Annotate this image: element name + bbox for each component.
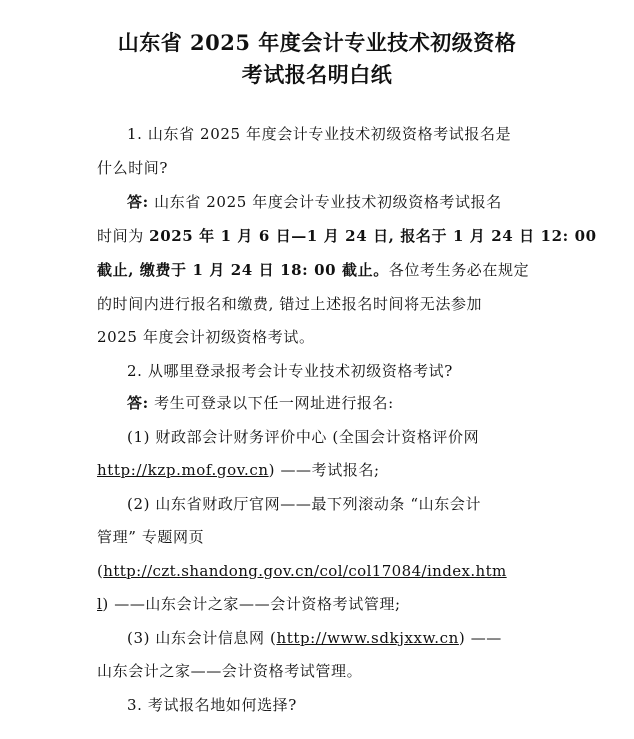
item-2-line-2: 管理” 专题网页 bbox=[97, 528, 205, 546]
answer-1-line-2 bbox=[97, 226, 597, 246]
answer-2-line bbox=[127, 393, 547, 413]
item-3-line-1 bbox=[127, 628, 547, 648]
item-2-line-1: (2) 山东省财政厅官网——最下列滚动条 “山东会计 bbox=[127, 495, 482, 513]
item-3-line-2: 山东会计之家——会计资格考试管理。 bbox=[97, 662, 363, 680]
answer-1-dates: 2025 年 1 月 6 日—1 月 24 日, 报名于 1 月 24 日 12: 00 bbox=[149, 227, 597, 245]
answer-1-line-4: 的时间内进行报名和缴费, 错过上述报名时间将无法参加 bbox=[97, 295, 483, 313]
answer-1-time-prefix: 时间为 bbox=[97, 227, 150, 245]
item-2-open-paren: ( bbox=[97, 562, 104, 580]
answer-1-line-3 bbox=[97, 260, 547, 280]
question-1-line-2: 什么时间? bbox=[97, 159, 169, 177]
item-1-line-1: (1) 财政部会计财务评价中心 (全国会计资格评价网 bbox=[127, 428, 480, 446]
answer-1-text: 山东省 2025 年度会计专业技术初级资格考试报名 bbox=[154, 193, 502, 211]
item-2-suffix: ) ——山东会计之家——会计资格考试管理; bbox=[102, 595, 401, 613]
answer-1-notice: 各位考生务必在规定 bbox=[388, 261, 530, 279]
link-czt-shandong[interactable]: http://czt.shandong.gov.cn/col/col17084/index.htm bbox=[103, 562, 507, 580]
link-czt-shandong-end[interactable]: l bbox=[97, 595, 103, 613]
link-sdkjxxw[interactable]: http://www.sdkjxxw.cn bbox=[276, 629, 459, 647]
answer-1-line-1 bbox=[127, 192, 547, 212]
answer-1-line-5: 2025 年度会计初级资格考试。 bbox=[97, 328, 315, 346]
title-line-1: 山东省 2025 年度会计专业技术初级资格 bbox=[117, 30, 517, 55]
answer-1-label: 答: bbox=[127, 193, 149, 211]
answer-2-text: 考生可登录以下任一网址进行报名: bbox=[154, 394, 394, 412]
answer-2-label: 答: bbox=[127, 394, 149, 412]
title-line-2: 考试报名明白纸 bbox=[241, 62, 393, 87]
item-1-line-2 bbox=[97, 460, 547, 480]
question-2: 2. 从哪里登录报考会计专业技术初级资格考试? bbox=[127, 362, 453, 380]
question-3: 3. 考试报名地如何选择? bbox=[127, 696, 297, 714]
item-3-end: ) —— bbox=[458, 629, 502, 647]
item-3-prefix: (3) 山东会计信息网 ( bbox=[127, 629, 277, 647]
item-2-line-4 bbox=[97, 594, 547, 614]
question-1-line-1: 1. 山东省 2025 年度会计专业技术初级资格考试报名是 bbox=[127, 125, 512, 143]
answer-1-deadline: 截止, 缴费于 1 月 24 日 18: 00 截止。 bbox=[97, 261, 389, 279]
item-1-suffix: ) ——考试报名; bbox=[268, 461, 380, 479]
link-kzp-mof[interactable]: http://kzp.mof.gov.cn bbox=[97, 461, 269, 479]
item-2-line-3 bbox=[97, 561, 547, 581]
